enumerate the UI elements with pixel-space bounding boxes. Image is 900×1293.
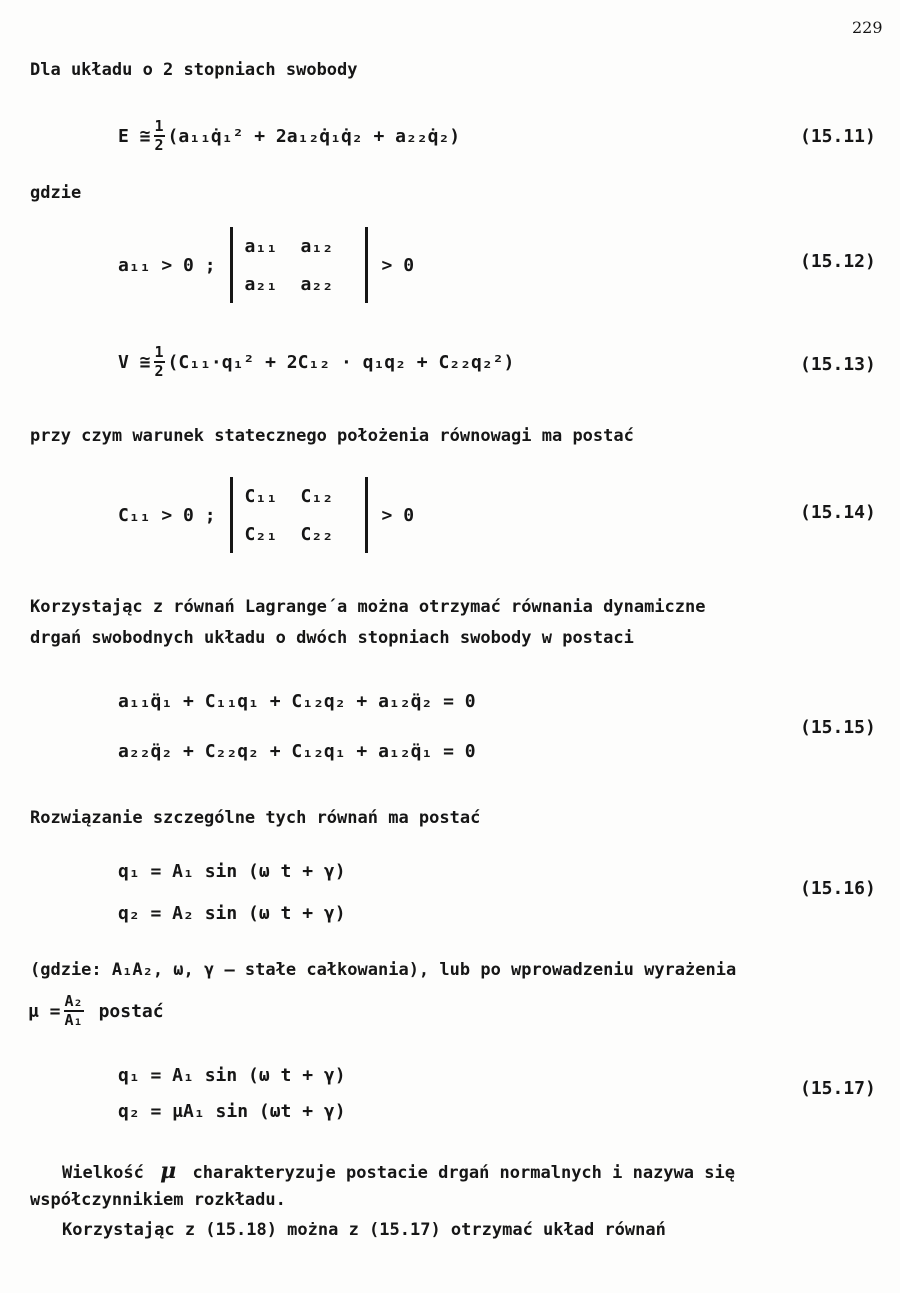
equation-number-15-15: (15.15) — [800, 717, 876, 738]
equation-15-15-line-1: a₁₁q̈₁ + C₁₁q₁ + C₁₂q₂ + a₁₂q̈₂ = 0 — [118, 690, 476, 712]
closing-paragraph-line-1 — [62, 1160, 735, 1182]
equation-15-16-line-2: q₂ = A₂ sin (ω t + γ) — [118, 902, 346, 924]
stability-text: przy czym warunek statecznego położenia równowagi ma postać — [30, 426, 634, 446]
constants-text: (gdzie: A₁A₂, ω, γ – stałe całkowania), lub po wprowadzeniu wyrażenia — [30, 960, 737, 980]
closing-paragraph-line-2: współczynnikiem rozkładu. — [30, 1190, 286, 1210]
matrix-entry-c21: C₂₁ — [244, 523, 278, 545]
eq-15-13-lhs: V ≅ — [118, 351, 151, 373]
equation-15-14 — [118, 470, 414, 560]
mu-definition — [28, 986, 164, 1036]
mu-definition-lhs: μ = — [28, 1000, 61, 1022]
eq-15-12-lhs: a₁₁ > 0 ; — [118, 254, 216, 276]
closing-suffix: charakteryzuje postacie drgań normalnych i nazywa się — [192, 1163, 735, 1183]
mu-definition-suffix: postać — [98, 1000, 164, 1022]
equation-number-15-16: (15.16) — [800, 878, 876, 899]
closing-paragraph-line-3: Korzystając z (15.18) można z (15.17) otrzymać układ równań — [62, 1220, 666, 1240]
fraction-denominator: A₁ — [64, 1011, 83, 1029]
eq-15-13-fraction — [154, 345, 165, 379]
matrix-entry-a21: a₂₁ — [244, 273, 278, 295]
fraction-numerator: 1 — [154, 343, 164, 361]
lagrange-text-line-2: drgań swobodnych układu o dwóch stopniach swobody w postaci — [30, 628, 634, 648]
eq-15-11-fraction — [154, 119, 165, 153]
solution-text: Rozwiązanie szczególne tych równań ma postać — [30, 808, 481, 828]
equation-number-15-11: (15.11) — [800, 126, 876, 147]
equation-15-11 — [118, 118, 460, 154]
lagrange-text-line-1: Korzystając z równań Lagrange΄a można otrzymać równania dynamiczne — [30, 597, 706, 617]
closing-prefix: Wielkość — [62, 1163, 144, 1183]
matrix-entry-a22: a₂₂ — [300, 273, 334, 295]
where-label: gdzie — [30, 183, 82, 203]
mu-symbol: μ — [160, 1158, 177, 1184]
fraction-numerator: 1 — [154, 117, 164, 135]
matrix-entry-c22: C₂₂ — [300, 523, 334, 545]
matrix-entry-c11: C₁₁ — [244, 485, 278, 507]
determinant-c — [230, 477, 368, 553]
intro-text: Dla układu o 2 stopniach swobody — [30, 60, 358, 80]
matrix-entry-c12: C₁₂ — [300, 485, 334, 507]
equation-number-15-17: (15.17) — [800, 1078, 876, 1099]
equation-number-15-14: (15.14) — [800, 502, 876, 523]
eq-15-14-rhs: > 0 — [381, 504, 415, 526]
equation-15-15-line-2: a₂₂q̈₂ + C₂₂q₂ + C₁₂q₁ + a₁₂q̈₁ = 0 — [118, 740, 476, 762]
matrix-entry-a12: a₁₂ — [300, 235, 334, 257]
equation-15-13 — [118, 344, 514, 380]
eq-15-12-rhs: > 0 — [381, 254, 415, 276]
equation-15-17-line-2: q₂ = μA₁ sin (ωt + γ) — [118, 1100, 346, 1122]
fraction-denominator: 2 — [154, 362, 164, 380]
equation-15-17-line-1: q₁ = A₁ sin (ω t + γ) — [118, 1064, 346, 1086]
equation-15-12 — [118, 220, 414, 310]
eq-15-14-lhs: C₁₁ > 0 ; — [118, 504, 216, 526]
mu-fraction — [64, 994, 84, 1028]
equation-number-15-13: (15.13) — [800, 354, 876, 375]
page-number: 229 — [852, 18, 883, 37]
determinant-a — [230, 227, 368, 303]
fraction-numerator: A₂ — [64, 992, 83, 1010]
equation-number-15-12: (15.12) — [800, 251, 876, 272]
eq-15-13-body: (C₁₁·q₁² + 2C₁₂ · q₁q₂ + C₂₂q₂²) — [167, 351, 515, 373]
eq-15-11-lhs: E ≅ — [118, 125, 151, 147]
matrix-entry-a11: a₁₁ — [244, 235, 278, 257]
equation-15-16-line-1: q₁ = A₁ sin (ω t + γ) — [118, 860, 346, 882]
fraction-denominator: 2 — [154, 136, 164, 154]
eq-15-11-body: (a₁₁q̇₁² + 2a₁₂q̇₁q̇₂ + a₂₂q̇₂) — [167, 125, 461, 147]
